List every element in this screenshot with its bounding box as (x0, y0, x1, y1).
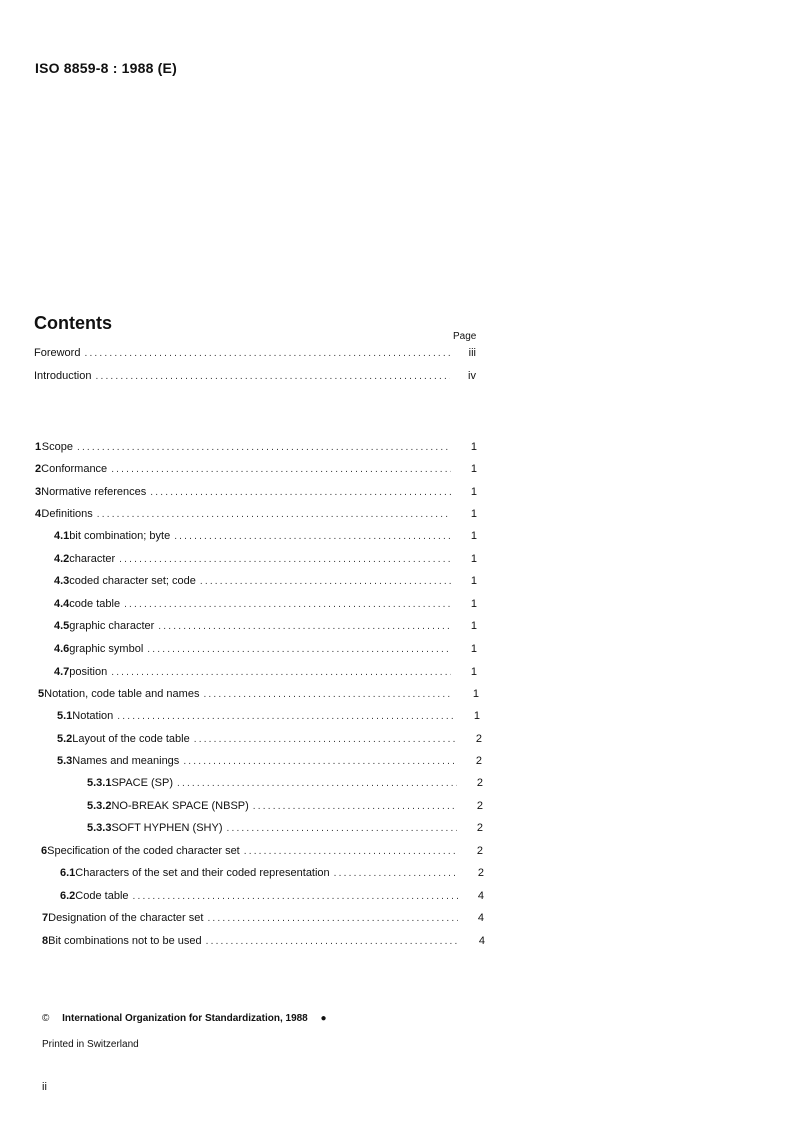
leader-dots (117, 710, 454, 724)
bullet-icon: ● (320, 1013, 327, 1024)
toc-entry-number: 5.3 (57, 755, 73, 767)
toc-entry-label: Foreword (34, 347, 81, 359)
toc-entry-page: 2 (476, 777, 483, 789)
toc-entry-label: SOFT HYPHEN (SHY) (111, 822, 223, 834)
page-number: ii (42, 1081, 47, 1093)
leader-dots (334, 867, 458, 881)
toc-entry-page: iii (468, 347, 476, 359)
toc-entry-label: Introduction (34, 370, 92, 382)
leader-dots (95, 370, 450, 384)
toc-entry-page: 1 (470, 530, 477, 542)
toc-entry-number: 4.6 (54, 643, 70, 655)
toc-entry-label: SPACE (SP) (111, 777, 173, 789)
toc-entry-label: Code table (75, 890, 129, 902)
printed-in-note: Printed in Switzerland (42, 1039, 139, 1050)
toc-entry-4-6[interactable] (54, 642, 477, 657)
toc-entry-number: 4.2 (54, 553, 70, 565)
toc-entry-5-3-2[interactable] (87, 799, 483, 814)
toc-entry-label: Notation, code table and names (44, 688, 200, 700)
toc-entry-number: 8 (42, 935, 49, 947)
toc-entry-4-1[interactable] (54, 529, 477, 544)
toc-entry-number: 5.3.1 (87, 777, 112, 789)
toc-entry-label: code table (69, 598, 121, 610)
toc-entry-5-2[interactable] (57, 732, 482, 747)
leader-dots (183, 755, 456, 769)
toc-entry-page: 2 (475, 755, 482, 767)
toc-entry-page: 1 (470, 486, 477, 498)
leader-dots (200, 575, 451, 589)
toc-entry-page: 1 (470, 643, 477, 655)
page-column-label: Page (453, 331, 477, 342)
leader-dots (111, 666, 451, 680)
toc-entry-number: 6.2 (60, 890, 76, 902)
leader-dots (227, 822, 458, 836)
leader-dots (177, 777, 457, 791)
leader-dots (111, 463, 451, 477)
leader-dots (150, 486, 451, 500)
toc-entry-page: 2 (477, 867, 484, 879)
toc-entry-4-3[interactable] (54, 574, 477, 589)
toc-entry-label: graphic character (69, 620, 155, 632)
toc-entry-number: 5.3.3 (87, 822, 112, 834)
toc-entry-3[interactable] (35, 485, 477, 500)
toc-entry-page: 1 (470, 508, 477, 520)
toc-entry-label: position (69, 666, 108, 678)
toc-entry-label: Characters of the set and their coded representation (75, 867, 330, 879)
toc-entry-page: iv (468, 370, 476, 382)
toc-entry-page: 1 (470, 598, 477, 610)
toc-entry-1[interactable] (35, 440, 477, 455)
toc-entry-label: Conformance (41, 463, 108, 475)
toc-entry-page: 1 (472, 688, 479, 700)
toc-entry-label: coded character set; code (69, 575, 196, 587)
toc-entry-label: Layout of the code table (72, 733, 190, 745)
toc-entry-number: 4.5 (54, 620, 70, 632)
toc-entry-label: Notation (72, 710, 114, 722)
toc-entry-page: 2 (476, 822, 483, 834)
copyright-notice (42, 1013, 327, 1024)
toc-entry-label: Definitions (41, 508, 93, 520)
toc-entry-label: Bit combinations not to be used (48, 935, 202, 947)
leader-dots (84, 347, 450, 361)
toc-entry-6-2[interactable] (60, 889, 484, 904)
toc-entry-page: 2 (475, 733, 482, 745)
toc-entry-5-3[interactable] (57, 754, 482, 769)
toc-entry-4-2[interactable] (54, 552, 477, 567)
toc-entry-page: 2 (476, 845, 483, 857)
leader-dots (158, 620, 451, 634)
toc-entry-number: 6.1 (60, 867, 76, 879)
toc-entry-number: 4.7 (54, 666, 70, 678)
leader-dots (77, 441, 451, 455)
toc-entry-7[interactable] (42, 911, 484, 926)
toc-entry-foreword[interactable] (34, 346, 476, 361)
toc-entry-label: bit combination; byte (69, 530, 171, 542)
document-header: ISO 8859-8 : 1988 (E) (35, 60, 177, 76)
toc-entry-number: 4.3 (54, 575, 70, 587)
contents-title: Contents (34, 313, 112, 333)
toc-entry-page: 4 (477, 912, 484, 924)
leader-dots (244, 845, 457, 859)
toc-entry-label: graphic symbol (69, 643, 144, 655)
copyright-text: International Organization for Standardization, 1988 (62, 1013, 308, 1024)
toc-entry-page: 4 (478, 935, 485, 947)
leader-dots (206, 935, 459, 949)
toc-entry-number: 5.1 (57, 710, 73, 722)
toc-entry-number: 7 (42, 912, 49, 924)
leader-dots (124, 598, 451, 612)
toc-entry-4-4[interactable] (54, 597, 477, 612)
toc-entry-2[interactable] (35, 462, 477, 477)
toc-entry-number: 1 (35, 441, 42, 453)
toc-entry-page: 4 (477, 890, 484, 902)
toc-entry-label: Names and meanings (72, 755, 180, 767)
leader-dots (147, 643, 451, 657)
copyright-symbol: © (42, 1013, 50, 1024)
toc-entry-page: 2 (476, 800, 483, 812)
toc-entry-page: 1 (470, 553, 477, 565)
toc-entry-5-1[interactable] (57, 709, 480, 724)
toc-entry-number: 5.3.2 (87, 800, 112, 812)
toc-entry-4[interactable] (35, 507, 477, 522)
toc-entry-5-3-1[interactable] (87, 776, 483, 791)
toc-entry-label: Designation of the character set (48, 912, 204, 924)
toc-entry-6[interactable] (41, 844, 483, 859)
toc-entry-label: Normative references (41, 486, 147, 498)
toc-entry-introduction[interactable] (34, 369, 476, 384)
toc-entry-4-5[interactable] (54, 619, 477, 634)
leader-dots (133, 890, 458, 904)
toc-entry-4-7[interactable] (54, 665, 477, 680)
leader-dots (253, 800, 457, 814)
toc-entry-page: 1 (470, 620, 477, 632)
toc-entry-page: 1 (470, 463, 477, 475)
toc-entry-page: 1 (470, 575, 477, 587)
toc-entry-page: 1 (470, 666, 477, 678)
toc-entry-number: 5 (38, 688, 45, 700)
leader-dots (174, 530, 451, 544)
toc-entry-5[interactable] (38, 687, 479, 702)
toc-entry-6-1[interactable] (60, 866, 484, 881)
toc-entry-5-3-3[interactable] (87, 821, 483, 836)
leader-dots (194, 733, 456, 747)
toc-entry-number: 4.4 (54, 598, 70, 610)
toc-entry-page: 1 (473, 710, 480, 722)
leader-dots (203, 688, 453, 702)
toc-entry-label: Scope (41, 441, 73, 453)
leader-dots (119, 553, 451, 567)
toc-entry-label: Specification of the coded character set (47, 845, 240, 857)
toc-entry-label: NO-BREAK SPACE (NBSP) (111, 800, 249, 812)
toc-entry-number: 4.1 (54, 530, 70, 542)
toc-entry-label: character (69, 553, 116, 565)
toc-entry-8[interactable] (42, 934, 485, 949)
toc-entry-number: 3 (35, 486, 42, 498)
leader-dots (97, 508, 451, 522)
toc-entry-number: 6 (41, 845, 48, 857)
leader-dots (207, 912, 458, 926)
toc-entry-number: 4 (35, 508, 42, 520)
toc-entry-number: 2 (35, 463, 42, 475)
toc-entry-page: 1 (470, 441, 477, 453)
toc-entry-number: 5.2 (57, 733, 73, 745)
